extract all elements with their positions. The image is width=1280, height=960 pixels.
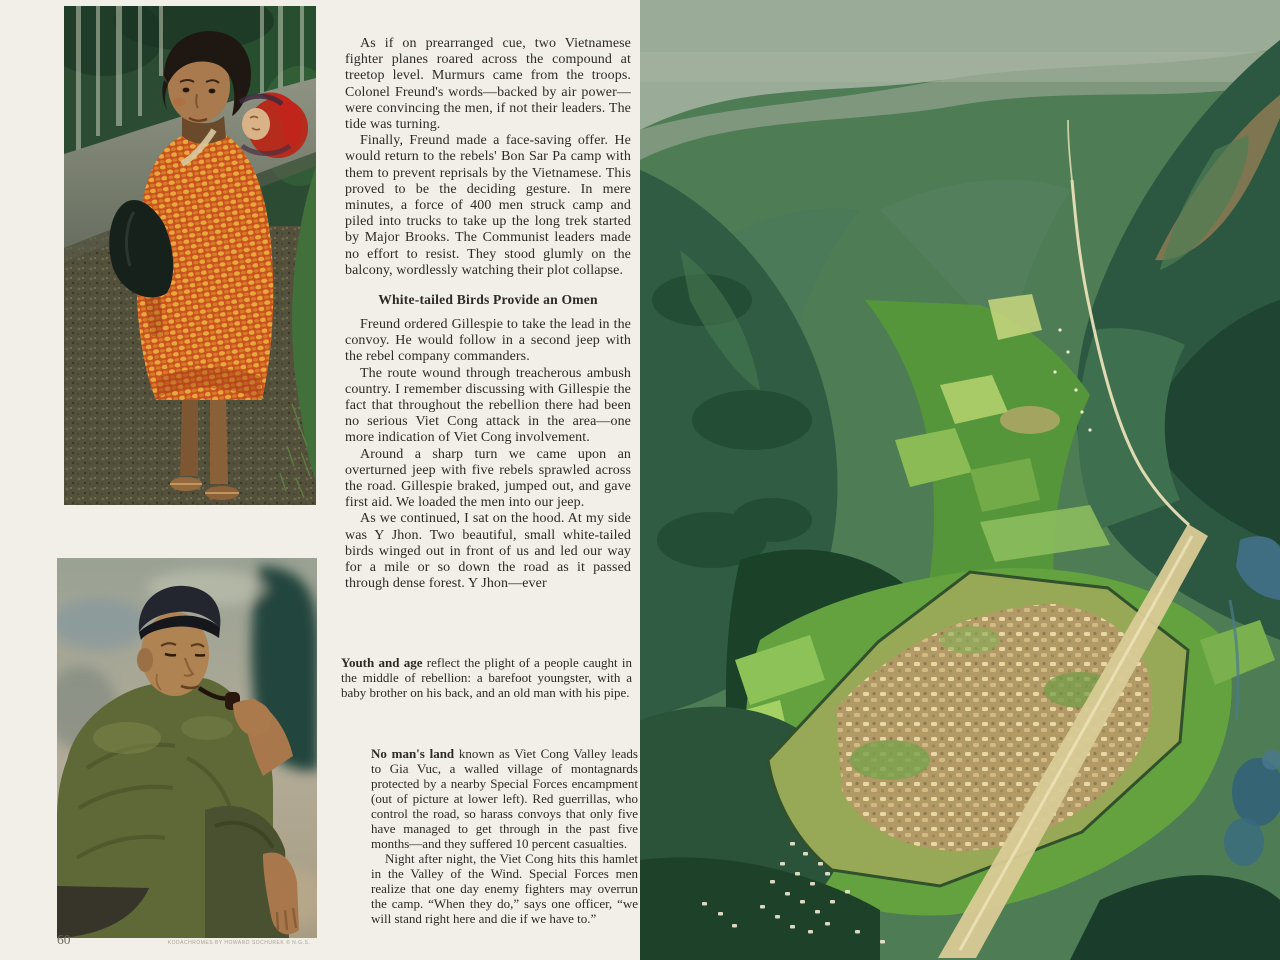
- caption-lead-in: No man's land: [371, 746, 455, 761]
- aerial-photo-art: [640, 0, 1280, 960]
- photo-boy-with-baby: [64, 6, 316, 505]
- caption-no-mans-land: [371, 746, 638, 926]
- boy-photo-art: [64, 6, 316, 505]
- caption-text: Night after night, the Viet Cong hits this hamlet in the Valley of the Wind. Special Forces men realize that one day enemy fighters may overrun the camp. “When they do,” says one officer, “we will stand right here and die if we have to.”: [371, 851, 638, 926]
- article-paragraph: Freund ordered Gillespie to take the lead in the convoy. He would follow in a second jeep with the rebel company commanders.: [345, 317, 631, 365]
- article-paragraph: The route wound through treacherous ambush country. I remember discussing with Gillespie the fact that throughout the rebellion there had been no serious Viet Cong attack in the area—one more indication of Viet Cong involvement.: [345, 365, 631, 446]
- photo-aerial-valley: [640, 0, 1280, 960]
- caption-body: known as Viet Cong Valley leads to Gia Vuc, a walled village of montagnards protected by a nearby Special Forces encampment (out of picture at lower left). Red guerrillas, who control the road, so harass convoys that only five have managed to get through in the past five months—and they suffered 10 percent casualties.: [371, 746, 638, 851]
- caption-youth-and-age: [341, 655, 632, 700]
- article-paragraph: Finally, Freund made a face-saving offer. He would return to the rebels' Bon Sar Pa camp with them to prevent reprisals by the Vietnamese. This proved to be the deciding gesture. In mere minutes, a force of 400 men struck camp and piled into trucks to take up the long trek started by Major Brooks. The Communist leaders made no effort to resist. They stood glumly on the balcony, wordlessly watching their plot collapse.: [345, 133, 631, 278]
- photo-old-man-pipe: [57, 558, 317, 938]
- article-paragraph: As if on prearranged cue, two Vietnamese fighter planes roared across the compound at treetop level. Murmurs came from the troops. Colonel Freund's words—backed by air power—were convincing the men, if not their leaders. The tide was turning.: [345, 36, 631, 133]
- caption-lead-in: Youth and age: [341, 655, 423, 670]
- caption-text: [371, 746, 638, 851]
- article-column: [345, 36, 631, 593]
- old-man-photo-art: [57, 558, 317, 938]
- section-heading: White-tailed Birds Provide an Omen: [378, 292, 598, 308]
- photo-credit: KODACHROMES BY HOWARD SOCHUREK © N.G.S.: [167, 940, 311, 946]
- caption-text: [341, 655, 632, 700]
- article-paragraph: Around a sharp turn we came upon an overturned jeep with five rebels sprawled across the road. Gillespie braked, jumped out, and gave first aid. We loaded the men into our jeep.: [345, 446, 631, 511]
- page-number: 60: [57, 932, 71, 947]
- article-paragraph: As we continued, I sat on the hood. At my side was Y Jhon. Two beautiful, small white-tailed birds winged out in front of us and led our way for a mile or so down the road as it passed through dense forest. Y Jhon—ever: [345, 511, 631, 592]
- caption-body: reflect the plight of a people caught in the middle of rebellion: a barefoot youngster, with a baby brother on his back, and an old man with his pipe.: [341, 655, 632, 700]
